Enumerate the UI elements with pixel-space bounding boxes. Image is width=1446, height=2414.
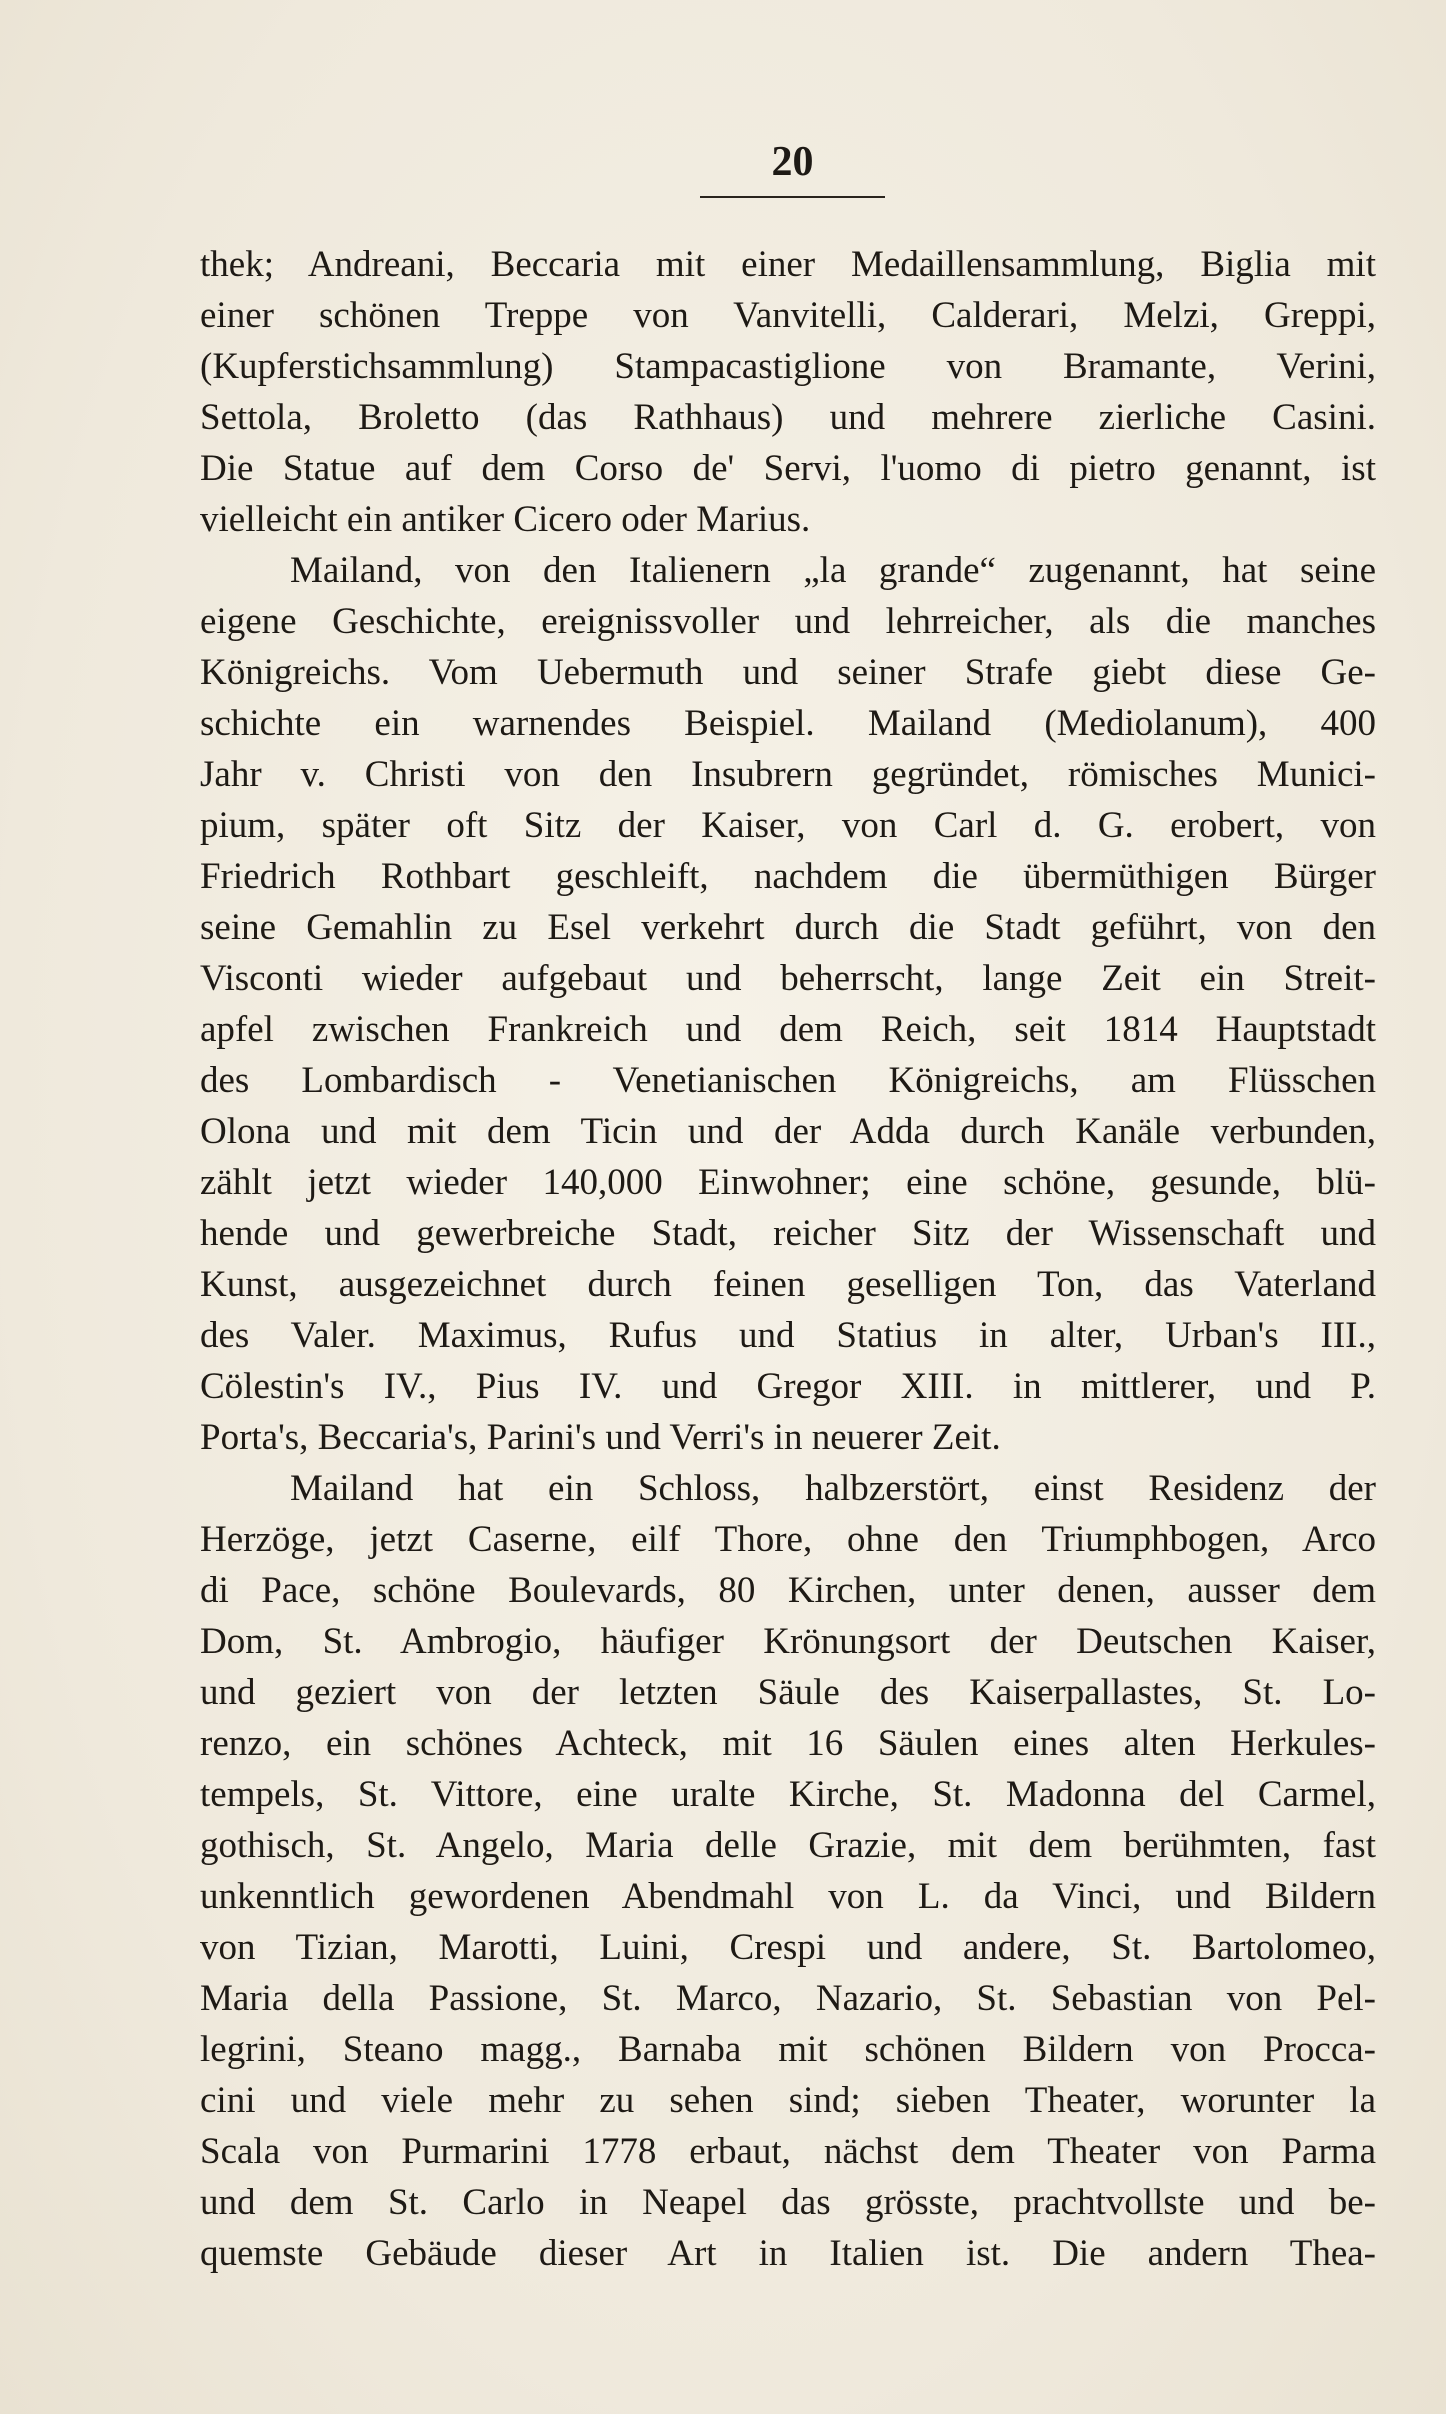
text-line: schichte ein warnendes Beispiel. Mailand (Mediolanum), 400 <box>200 703 1376 744</box>
text-line: und dem St. Carlo in Neapel das grösste, prachtvollste und be- <box>200 2182 1376 2223</box>
text-line: Herzöge, jetzt Caserne, eilf Thore, ohne den Triumphbogen, Arco <box>200 1519 1376 1560</box>
text-line: renzo, ein schönes Achteck, mit 16 Säulen eines alten Herkules- <box>200 1723 1376 1764</box>
text-line: Die Statue auf dem Corso de' Servi, l'uomo di pietro genannt, ist <box>200 448 1376 489</box>
text-line: quemste Gebäude dieser Art in Italien ist. Die andern Thea- <box>200 2233 1376 2274</box>
text-line: Cölestin's IV., Pius IV. und Gregor XIII. in mittlerer, und P. <box>200 1366 1376 1407</box>
text-line: einer schönen Treppe von Vanvitelli, Calderari, Melzi, Greppi, <box>200 295 1376 336</box>
text-line: vielleicht ein antiker Cicero oder Marius. <box>200 499 811 540</box>
paragraph-first-line: Mailand, von den Italienern „la grande“ zugenannt, hat seine <box>290 550 1376 591</box>
text-line: legrini, Steano magg., Barnaba mit schönen Bildern von Procca- <box>200 2029 1376 2070</box>
page-number: 20 <box>771 139 814 185</box>
text-line: von Tizian, Marotti, Luini, Crespi und andere, St. Bartolomeo, <box>200 1927 1376 1968</box>
text-line: pium, später oft Sitz der Kaiser, von Carl d. G. erobert, von <box>200 805 1376 846</box>
page-number-rule <box>700 196 885 198</box>
text-line: Settola, Broletto (das Rathhaus) und mehrere zierliche Casini. <box>200 397 1376 438</box>
text-line: Maria della Passione, St. Marco, Nazario, St. Sebastian von Pel- <box>200 1978 1376 2019</box>
text-line: di Pace, schöne Boulevards, 80 Kirchen, unter denen, ausser dem <box>200 1570 1376 1611</box>
text-line: gothisch, St. Angelo, Maria delle Grazie, mit dem berühmten, fast <box>200 1825 1376 1866</box>
text-line: unkenntlich gewordenen Abendmahl von L. da Vinci, und Bildern <box>200 1876 1376 1917</box>
text-line: zählt jetzt wieder 140,000 Einwohner; eine schöne, gesunde, blü- <box>200 1162 1376 1203</box>
text-line: Jahr v. Christi von den Insubrern gegründet, römisches Munici- <box>200 754 1376 795</box>
text-line: Dom, St. Ambrogio, häufiger Krönungsort der Deutschen Kaiser, <box>200 1621 1376 1662</box>
text-line: Königreichs. Vom Uebermuth und seiner Strafe giebt diese Ge- <box>200 652 1376 693</box>
text-line: tempels, St. Vittore, eine uralte Kirche, St. Madonna del Carmel, <box>200 1774 1376 1815</box>
text-line: hende und gewerbreiche Stadt, reicher Sitz der Wissenschaft und <box>200 1213 1376 1254</box>
text-line: Olona und mit dem Ticin und der Adda durch Kanäle verbunden, <box>200 1111 1376 1152</box>
paragraph-first-line: Mailand hat ein Schloss, halbzerstört, einst Residenz der <box>290 1468 1376 1509</box>
text-line: Friedrich Rothbart geschleift, nachdem die übermüthigen Bürger <box>200 856 1376 897</box>
text-line: apfel zwischen Frankreich und dem Reich, seit 1814 Hauptstadt <box>200 1009 1376 1050</box>
text-line: Porta's, Beccaria's, Parini's und Verri's in neuerer Zeit. <box>200 1417 1001 1458</box>
text-line: thek; Andreani, Beccaria mit einer Medaillensammlung, Biglia mit <box>200 244 1376 285</box>
text-line: cini und viele mehr zu sehen sind; sieben Theater, worunter la <box>200 2080 1376 2121</box>
text-line: und geziert von der letzten Säule des Kaiserpallastes, St. Lo- <box>200 1672 1376 1713</box>
text-line: Kunst, ausgezeichnet durch feinen geselligen Ton, das Vaterland <box>200 1264 1376 1305</box>
text-line: seine Gemahlin zu Esel verkehrt durch die Stadt geführt, von den <box>200 907 1376 948</box>
text-line: des Lombardisch - Venetianischen Königreichs, am Flüsschen <box>200 1060 1376 1101</box>
text-line: Visconti wieder aufgebaut und beherrscht, lange Zeit ein Streit- <box>200 958 1376 999</box>
text-line: Scala von Purmarini 1778 erbaut, nächst dem Theater von Parma <box>200 2131 1376 2172</box>
text-line: (Kupferstichsammlung) Stampacastiglione von Bramante, Verini, <box>200 346 1376 387</box>
text-line: des Valer. Maximus, Rufus und Statius in alter, Urban's III., <box>200 1315 1376 1356</box>
text-line: eigene Geschichte, ereignissvoller und lehrreicher, als die manches <box>200 601 1376 642</box>
